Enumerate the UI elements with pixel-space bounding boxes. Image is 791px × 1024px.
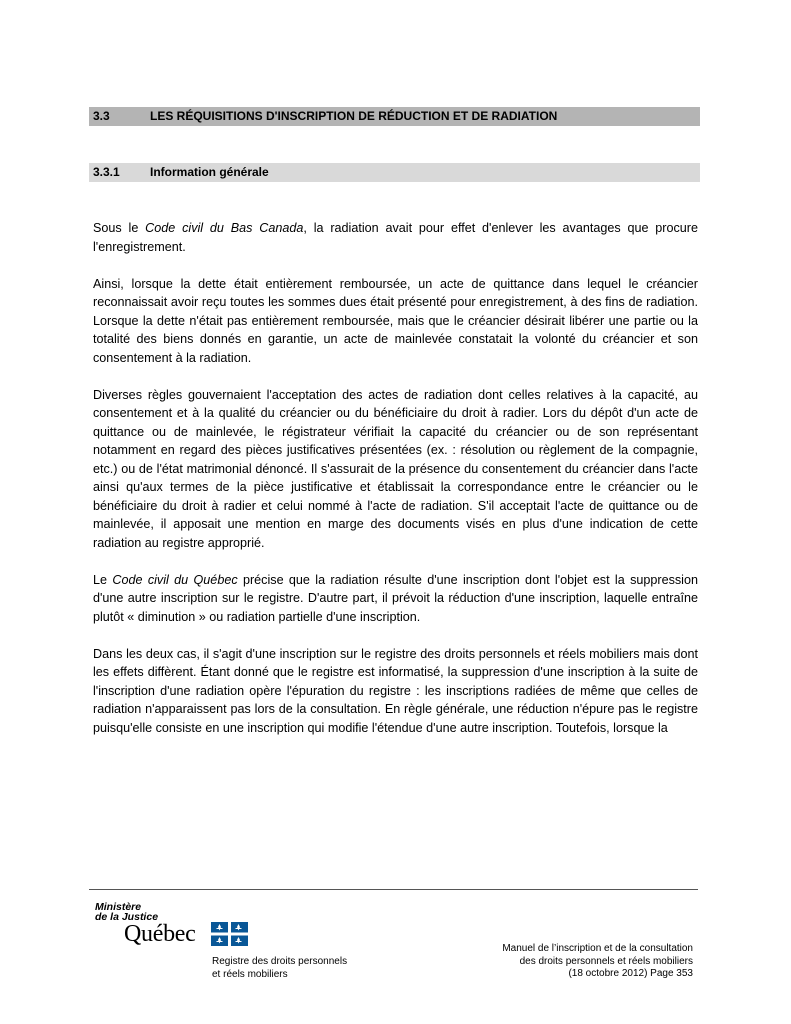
quebec-justice-logo — [95, 902, 255, 950]
logo-quebec-word: Québec — [124, 921, 196, 947]
subsection-heading — [89, 163, 700, 182]
paragraph-4-text-a: Le — [93, 572, 113, 587]
footer-right-line-2: des droits personnels et réels mobiliers — [519, 955, 693, 967]
paragraph-4 — [93, 571, 698, 627]
logo-ministere: Ministère — [95, 901, 142, 913]
paragraph-5: Dans les deux cas, il s'agit d'une inscription sur le registre des droits personnels et réels mobiliers mais dont les effets diffèrent. Étant donné que le registre est informatisé, la suppression d'une inscription à la suite de l'inscription d'une radiation opère l'épuration du registre : les inscriptions radiées de même que celles de radiation n'apparaissent pas lors de la consultation. En règle générale, une réduction n'épure pas le registre puisqu'elle consiste en une inscription qui modifie l'étendue d'une autre inscription. Toutefois, lorsque la — [93, 646, 698, 735]
fleur-de-lis-flag-icon — [211, 922, 248, 946]
section-heading — [89, 107, 700, 126]
footer-right-text — [502, 943, 693, 981]
paragraph-4-text-b: précise que la radiation résulte d'une inscription dont l'objet est la suppression d'une autre inscription sur le registre. D'autre part, il prévoit la réduction d'une inscription, laquelle entraîne plutôt « diminution » ou radiation partielle d'une inscription. — [93, 572, 698, 624]
paragraph-3: Diverses règles gouvernaient l'acceptation des actes de radiation dont celles relatives à la capacité, au consentement et à la qualité du créancier ou du bénéficiaire du droit à radier. Lors du dépôt d'un acte de quittance ou de mainlevée, le régistrateur vérifiait la capacité du créancier ou de son représentant notamment en regard des pièces justificatives présentées (ex. : résolution ou règlement de la compagnie, etc.) ou de l'état matrimonial dénoncé. Il s'assurait de la présence du consentement du créancier dans l'acte ainsi qu'aux termes de la pièce justificative et établissait la correspondance entre le créancier ou le bénéficiaire du droit à radier et celui nommé à l'acte de radiation. S'il acceptait l'acte de quittance ou de mainlevée, il apposait une mention en marge des documents visés en plus d'une indication de cette radiation au registre approprié. — [93, 387, 698, 550]
code-civil-bas-canada-title: Code civil du Bas Canada — [145, 221, 304, 235]
code-civil-quebec-title: Code civil du Québec — [112, 572, 238, 587]
paragraph-1-text-a: Sous le — [93, 221, 146, 235]
paragraph-1 — [93, 219, 698, 256]
footer-right-line-1: Manuel de l’inscription et de la consultation — [502, 943, 693, 954]
page-number: (18 octobre 2012) Page 353 — [568, 968, 693, 979]
section-number: 3.3 — [93, 109, 110, 123]
subsection-number: 3.3.1 — [93, 165, 120, 179]
footer-left-line-2: et réels mobiliers — [212, 968, 288, 980]
paragraph-1-text-b: , la radiation avait pour effet d'enlever les avantages que procure l'enregistrement. — [93, 221, 699, 254]
footer-left-line-1: Registre des droits personnels — [212, 956, 348, 967]
body-text — [93, 219, 698, 737]
paragraph-2: Ainsi, lorsque la dette était entièrement remboursée, un acte de quittance dans lequel le créancier reconnaissait avoir reçu toutes les sommes dues était présenté pour enregistrement, à des fins de radiation. Lorsque la dette n'était pas entièrement remboursée, mais que le créancier désirait libérer une partie ou la totalité des biens donnés en garantie, un acte de mainlevée constatait la volonté du créancier et son consentement à la radiation. — [93, 276, 698, 365]
logo-de-la-justice: de la Justice — [95, 911, 159, 923]
footer-left-text — [212, 956, 347, 981]
footer-divider — [89, 889, 698, 890]
subsection-title: Information générale — [150, 165, 269, 179]
section-title: LES RÉQUISITIONS D'INSCRIPTION DE RÉDUCTION ET DE RADIATION — [150, 109, 558, 123]
